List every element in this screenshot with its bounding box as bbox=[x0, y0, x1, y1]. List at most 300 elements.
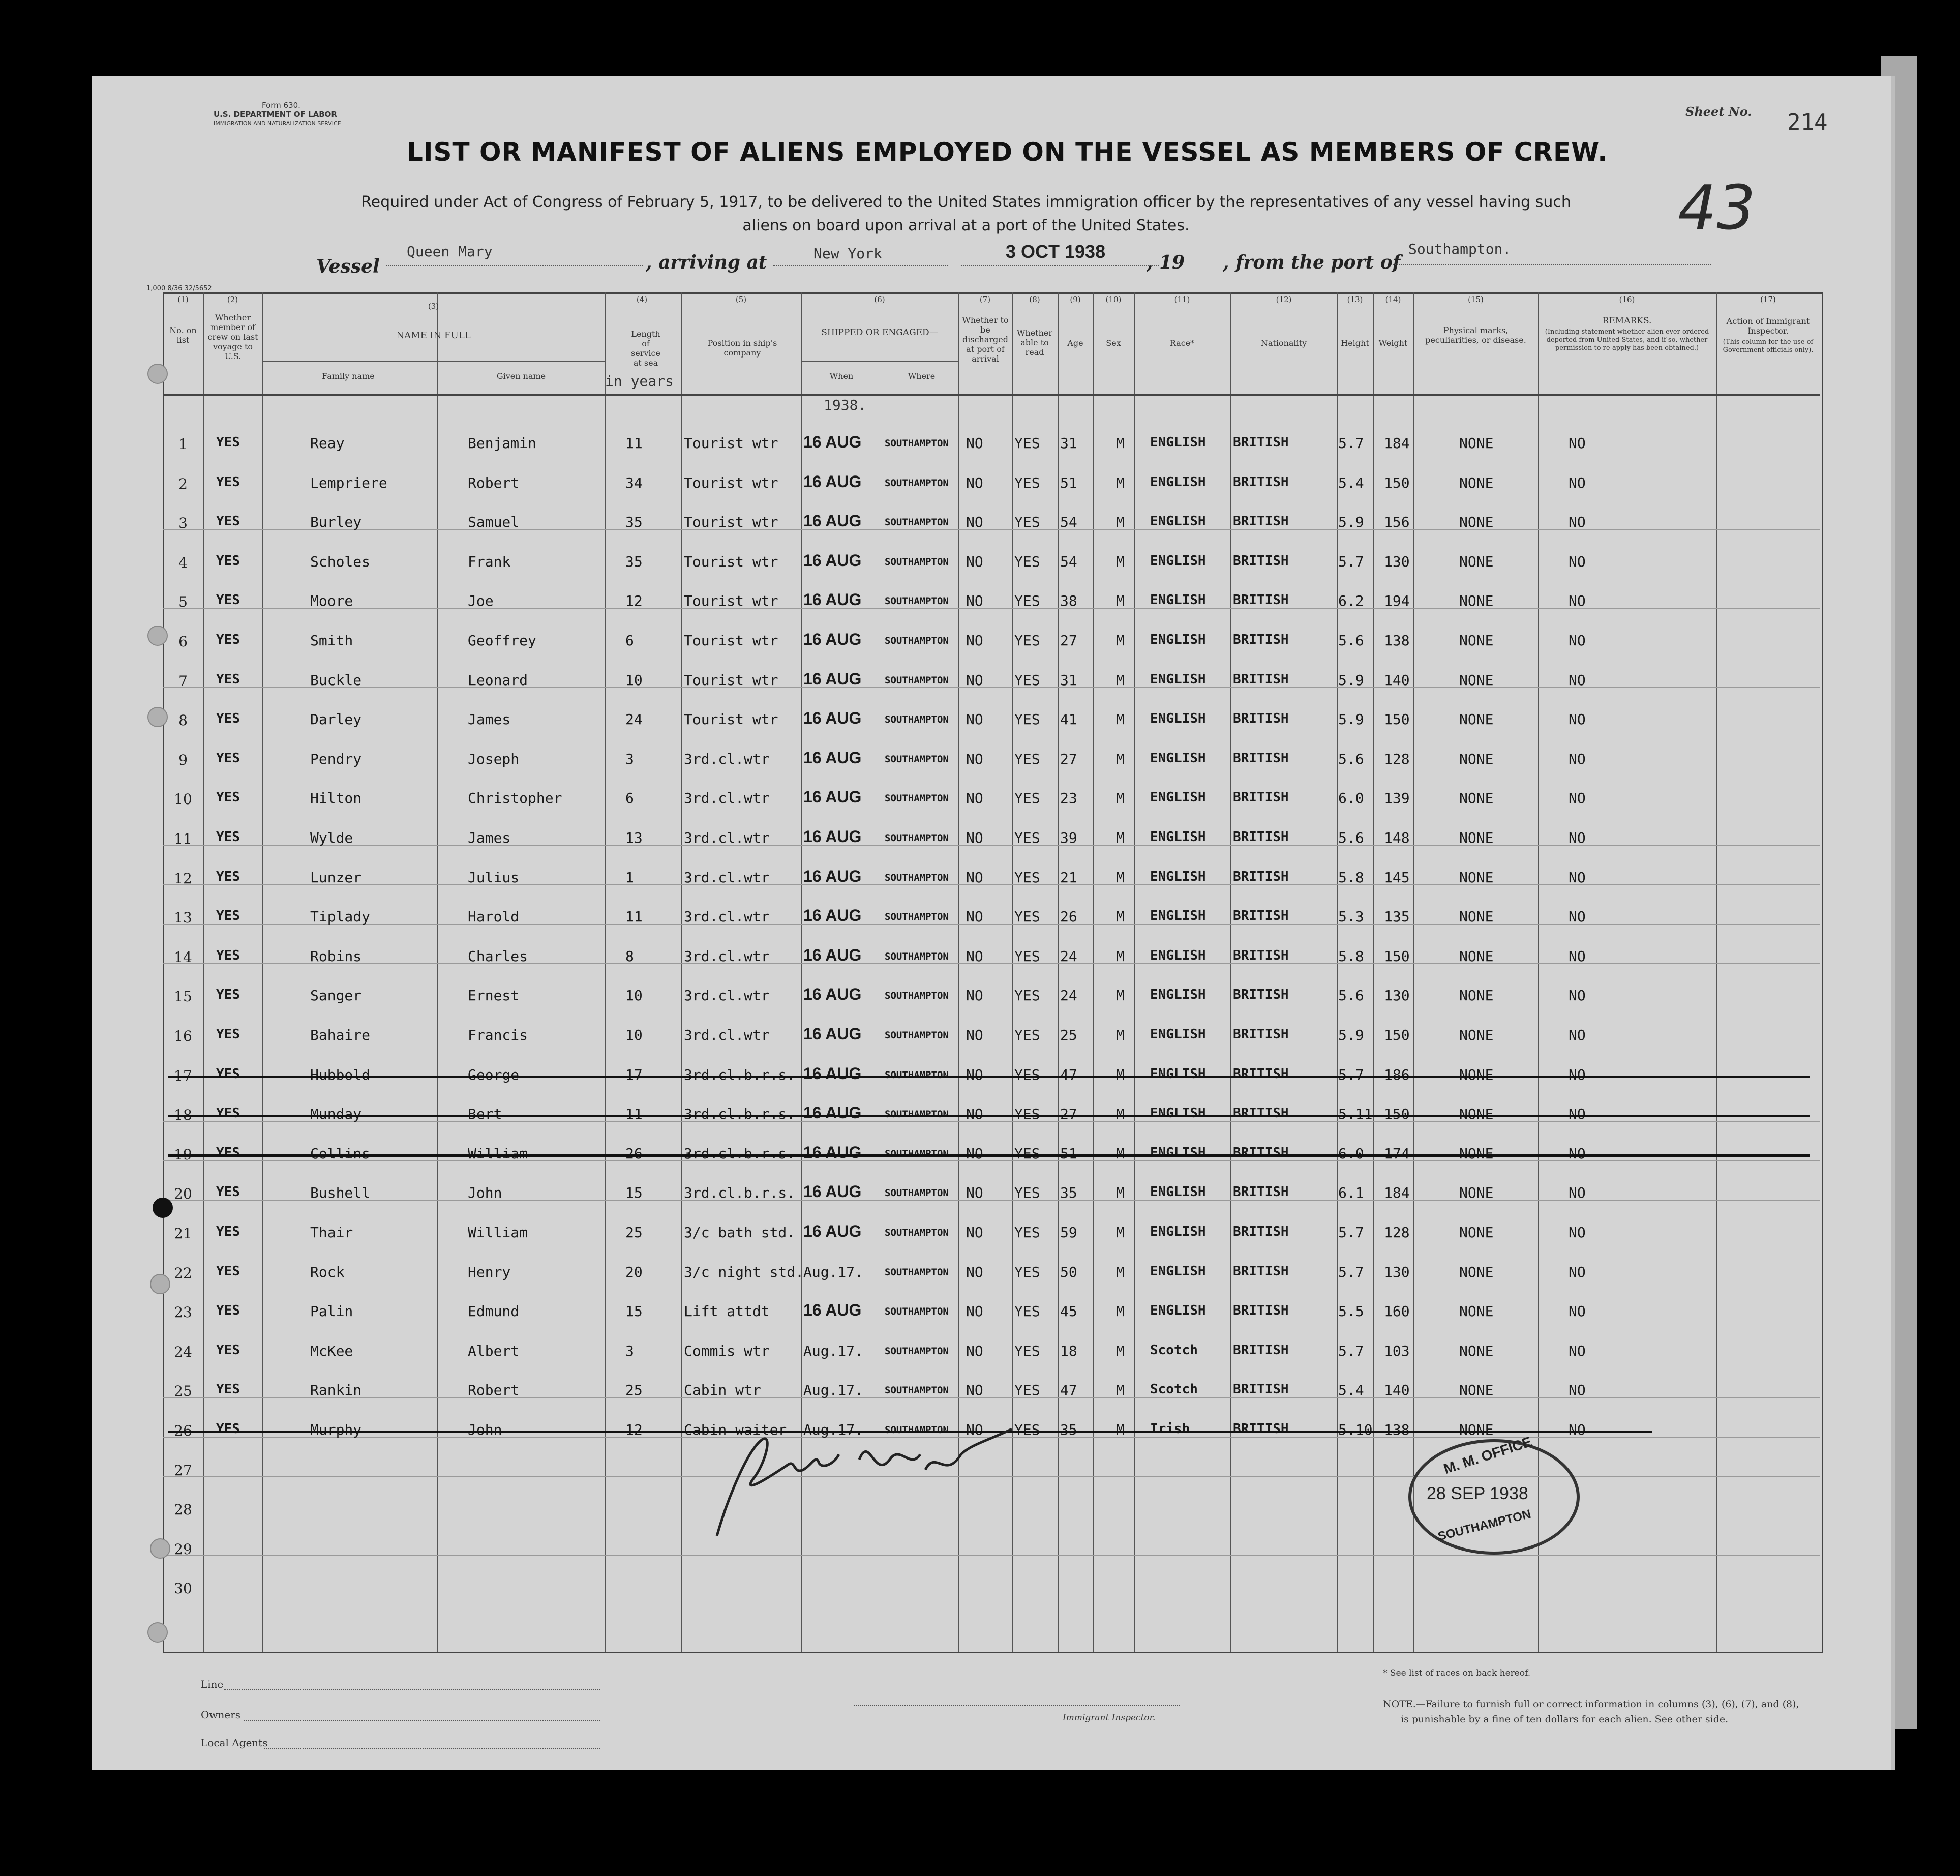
footer-owners-rule bbox=[244, 1720, 600, 1721]
age: 47 bbox=[1060, 1382, 1077, 1399]
discharged-flag: NO bbox=[966, 790, 983, 807]
discharged-flag: NO bbox=[966, 829, 983, 846]
given-name: James bbox=[468, 711, 511, 728]
able-to-read: YES bbox=[1014, 829, 1040, 846]
shipped-where: SOUTHAMPTON bbox=[885, 1109, 949, 1120]
race: Scotch bbox=[1150, 1382, 1198, 1397]
prev-crew-flag: YES bbox=[216, 1106, 240, 1121]
col15-number: (15) bbox=[1468, 295, 1484, 304]
given-name: William bbox=[468, 1224, 528, 1241]
given-name: Henry bbox=[468, 1263, 511, 1281]
shipped-where: SOUTHAMPTON bbox=[885, 1385, 949, 1396]
age: 59 bbox=[1060, 1224, 1077, 1241]
able-to-read: YES bbox=[1014, 1184, 1040, 1202]
shipped-when: 16 AUG bbox=[803, 1064, 862, 1083]
shipped-when: 16 AUG bbox=[803, 433, 862, 451]
header-bottom-rule bbox=[163, 394, 1820, 396]
col13-number: (13) bbox=[1347, 295, 1363, 304]
ship-position: 3rd.cl.wtr bbox=[684, 829, 770, 846]
family-name: Bahaire bbox=[310, 1027, 371, 1044]
nationality: BRITISH bbox=[1233, 1263, 1289, 1279]
nationality: BRITISH bbox=[1233, 947, 1289, 963]
length-of-service: 35 bbox=[625, 514, 643, 531]
race: ENGLISH bbox=[1150, 435, 1206, 450]
vessel-underline bbox=[386, 265, 643, 266]
height: 5.3 bbox=[1338, 908, 1364, 926]
able-to-read: YES bbox=[1014, 1263, 1040, 1281]
physical-marks: NONE bbox=[1459, 829, 1494, 846]
race: ENGLISH bbox=[1150, 553, 1206, 569]
ship-position: Commis wtr bbox=[684, 1342, 770, 1359]
family-name: Munday bbox=[310, 1106, 362, 1123]
physical-marks: NONE bbox=[1459, 869, 1494, 886]
col14-number: (14) bbox=[1385, 295, 1401, 304]
row-number: 17 bbox=[174, 1067, 192, 1084]
remarks: NO bbox=[1569, 1184, 1586, 1202]
shipped-when: 16 AUG bbox=[803, 945, 862, 964]
shipped-when: 16 AUG bbox=[803, 551, 862, 570]
able-to-read: YES bbox=[1014, 1145, 1040, 1162]
length-of-service: 11 bbox=[625, 908, 643, 926]
ship-position: 3/c night std. bbox=[684, 1263, 804, 1281]
family-name: Tiplady bbox=[310, 908, 371, 926]
discharged-flag: NO bbox=[966, 1421, 983, 1438]
family-name: Lempriere bbox=[310, 474, 387, 491]
family-name: Scholes bbox=[310, 553, 371, 570]
weight: 150 bbox=[1384, 474, 1410, 491]
weight: 184 bbox=[1384, 435, 1410, 452]
length-of-service: 10 bbox=[625, 987, 643, 1004]
row-number: 20 bbox=[174, 1185, 192, 1203]
shipped-where: SOUTHAMPTON bbox=[885, 1424, 949, 1436]
sex: M bbox=[1116, 1303, 1125, 1320]
height: 5.7 bbox=[1338, 435, 1364, 452]
physical-marks: NONE bbox=[1459, 1224, 1494, 1241]
age: 24 bbox=[1060, 947, 1077, 965]
family-name: Bushell bbox=[310, 1184, 371, 1202]
remarks: NO bbox=[1569, 908, 1586, 926]
discharged-flag: NO bbox=[966, 671, 983, 689]
sex: M bbox=[1116, 514, 1125, 531]
shipped-where: SOUTHAMPTON bbox=[885, 990, 949, 1002]
ship-position: Tourist wtr bbox=[684, 474, 778, 491]
height: 5.9 bbox=[1338, 1027, 1364, 1044]
signature-mark bbox=[707, 1419, 1022, 1551]
col12-number: (12) bbox=[1276, 295, 1292, 304]
col4-years-note: in years bbox=[605, 373, 674, 390]
remarks: NO bbox=[1569, 632, 1586, 649]
row-number: 8 bbox=[178, 712, 188, 729]
age: 31 bbox=[1060, 435, 1077, 452]
service-name: IMMIGRATION AND NATURALIZATION SERVICE bbox=[214, 120, 341, 127]
sex: M bbox=[1116, 1224, 1125, 1241]
col4-number: (4) bbox=[636, 295, 648, 304]
age: 51 bbox=[1060, 1145, 1077, 1162]
age: 18 bbox=[1060, 1342, 1077, 1359]
ship-position: 3rd.cl.wtr bbox=[684, 869, 770, 886]
physical-marks: NONE bbox=[1459, 947, 1494, 965]
sex: M bbox=[1116, 1342, 1125, 1359]
height: 5.9 bbox=[1338, 514, 1364, 531]
sex: M bbox=[1116, 1027, 1125, 1044]
nationality: BRITISH bbox=[1233, 711, 1289, 727]
able-to-read: YES bbox=[1014, 1224, 1040, 1241]
able-to-read: YES bbox=[1014, 1303, 1040, 1320]
race: ENGLISH bbox=[1150, 1184, 1206, 1200]
sheet-number-label: Sheet No. bbox=[1685, 104, 1752, 119]
discharged-flag: NO bbox=[966, 592, 983, 610]
column-divider bbox=[605, 292, 606, 1652]
column-divider bbox=[1337, 292, 1338, 1652]
physical-marks: NONE bbox=[1459, 1184, 1494, 1202]
sex: M bbox=[1116, 592, 1125, 610]
shipped-where: SOUTHAMPTON bbox=[885, 714, 949, 726]
sex: M bbox=[1116, 1382, 1125, 1399]
footer-owners-label: Owners bbox=[201, 1709, 241, 1721]
remarks: NO bbox=[1569, 1224, 1586, 1241]
nationality: BRITISH bbox=[1233, 514, 1289, 529]
able-to-read: YES bbox=[1014, 1421, 1040, 1438]
sex: M bbox=[1116, 553, 1125, 570]
length-of-service: 3 bbox=[625, 750, 634, 767]
discharged-flag: NO bbox=[966, 1184, 983, 1202]
physical-marks: NONE bbox=[1459, 632, 1494, 649]
header-subdivider bbox=[262, 361, 605, 362]
length-of-service: 13 bbox=[625, 829, 643, 846]
discharged-flag: NO bbox=[966, 987, 983, 1004]
row-number: 19 bbox=[174, 1146, 192, 1163]
age: 54 bbox=[1060, 553, 1077, 570]
nationality: BRITISH bbox=[1233, 1145, 1289, 1160]
form-identifier bbox=[214, 101, 366, 128]
punch-hole bbox=[153, 1198, 173, 1218]
col10-header: Sex bbox=[1106, 338, 1121, 348]
remarks: NO bbox=[1569, 1382, 1586, 1399]
col3-given-header: Given name bbox=[496, 371, 546, 381]
column-divider bbox=[437, 292, 438, 1652]
nationality: BRITISH bbox=[1233, 1382, 1289, 1397]
col11-header: Race* bbox=[1169, 338, 1195, 348]
height: 6.1 bbox=[1338, 1184, 1364, 1202]
race: ENGLISH bbox=[1150, 829, 1206, 845]
sex: M bbox=[1116, 829, 1125, 846]
remarks: NO bbox=[1569, 1342, 1586, 1359]
punch-hole bbox=[150, 1274, 170, 1294]
sex: M bbox=[1116, 790, 1125, 807]
strikethrough-line bbox=[168, 1115, 1810, 1117]
column-divider bbox=[1058, 292, 1059, 1652]
weight: 140 bbox=[1384, 671, 1410, 689]
age: 45 bbox=[1060, 1303, 1077, 1320]
weight: 145 bbox=[1384, 869, 1410, 886]
weight: 130 bbox=[1384, 1263, 1410, 1281]
prev-crew-flag: YES bbox=[216, 553, 240, 569]
age: 39 bbox=[1060, 829, 1077, 846]
able-to-read: YES bbox=[1014, 750, 1040, 767]
discharged-flag: NO bbox=[966, 514, 983, 531]
arriving-underline bbox=[773, 265, 948, 266]
height: 6.0 bbox=[1338, 790, 1364, 807]
ship-position: Tourist wtr bbox=[684, 632, 778, 649]
row-number: 24 bbox=[174, 1343, 192, 1360]
shipped-where: SOUTHAMPTON bbox=[885, 1306, 949, 1318]
remarks: NO bbox=[1569, 1027, 1586, 1044]
column-divider bbox=[681, 292, 682, 1652]
ship-position: 3rd.cl.wtr bbox=[684, 908, 770, 926]
vessel-label: Vessel bbox=[316, 256, 380, 277]
physical-marks: NONE bbox=[1459, 553, 1494, 570]
height: 5.5 bbox=[1338, 1303, 1364, 1320]
given-name: Francis bbox=[468, 1027, 528, 1044]
length-of-service: 15 bbox=[625, 1303, 643, 1320]
strikethrough-line bbox=[168, 1076, 1810, 1078]
footer-line-label: Line bbox=[201, 1678, 224, 1690]
nationality: BRITISH bbox=[1233, 1066, 1289, 1082]
col1-number: (1) bbox=[177, 295, 189, 304]
col16-note: (Including statement whether alien ever ordered deported from United States, and if so, whether permission to re-apply has been obtained.) bbox=[1545, 328, 1709, 352]
remarks: NO bbox=[1569, 790, 1586, 807]
shipped-when: Aug.17. bbox=[803, 1421, 864, 1438]
physical-marks: NONE bbox=[1459, 1263, 1494, 1281]
discharged-flag: NO bbox=[966, 1224, 983, 1241]
physical-marks: NONE bbox=[1459, 592, 1494, 610]
able-to-read: YES bbox=[1014, 671, 1040, 689]
age: 21 bbox=[1060, 869, 1077, 886]
length-of-service: 10 bbox=[625, 671, 643, 689]
height: 5.4 bbox=[1338, 1382, 1364, 1399]
race: ENGLISH bbox=[1150, 632, 1206, 647]
col17-header: Action of Immigrant Inspector. bbox=[1726, 316, 1810, 336]
footer-agents-label: Local Agents bbox=[201, 1737, 268, 1749]
page-title: LIST OR MANIFEST OF ALIENS EMPLOYED ON THE VESSEL AS MEMBERS OF CREW. bbox=[407, 137, 1608, 167]
nationality: BRITISH bbox=[1233, 1224, 1289, 1239]
race: ENGLISH bbox=[1150, 947, 1206, 963]
physical-marks: NONE bbox=[1459, 1382, 1494, 1399]
col7-header: Whether to be discharged at port of arrival bbox=[962, 315, 1009, 364]
height: 5.10 bbox=[1338, 1421, 1373, 1438]
row-number: 7 bbox=[178, 672, 188, 690]
strikethrough-line bbox=[168, 1154, 1810, 1157]
prev-crew-flag: YES bbox=[216, 908, 240, 924]
row-number: 13 bbox=[174, 909, 192, 927]
prev-crew-flag: YES bbox=[216, 829, 240, 845]
nationality: BRITISH bbox=[1233, 829, 1289, 845]
discharged-flag: NO bbox=[966, 1342, 983, 1359]
shipped-when: Aug.17. bbox=[803, 1382, 864, 1399]
length-of-service: 11 bbox=[625, 1106, 643, 1123]
shipped-when: 16 AUG bbox=[803, 1104, 862, 1122]
prev-crew-flag: YES bbox=[216, 1184, 240, 1200]
shipped-where: SOUTHAMPTON bbox=[885, 950, 949, 962]
row-number: 9 bbox=[178, 751, 188, 768]
length-of-service: 1 bbox=[625, 869, 634, 886]
row-number: 25 bbox=[174, 1383, 192, 1400]
length-of-service: 8 bbox=[625, 947, 634, 965]
discharged-flag: NO bbox=[966, 1303, 983, 1320]
row-number: 10 bbox=[174, 791, 192, 808]
sex: M bbox=[1116, 1421, 1125, 1438]
age: 35 bbox=[1060, 1184, 1077, 1202]
shipped-where: SOUTHAMPTON bbox=[885, 872, 949, 883]
arrival-date-stamp: 3 OCT 1938 bbox=[1006, 241, 1106, 262]
shipped-when: 16 AUG bbox=[803, 512, 862, 530]
row-number: 21 bbox=[174, 1225, 192, 1242]
age: 47 bbox=[1060, 1066, 1077, 1083]
age: 27 bbox=[1060, 632, 1077, 649]
inspector-signature-rule bbox=[854, 1705, 1180, 1706]
length-of-service: 10 bbox=[625, 1027, 643, 1044]
column-divider bbox=[1134, 292, 1135, 1652]
physical-marks: NONE bbox=[1459, 474, 1494, 491]
row-number: 29 bbox=[174, 1540, 192, 1558]
nationality: BRITISH bbox=[1233, 435, 1289, 450]
age: 26 bbox=[1060, 908, 1077, 926]
ship-position: 3rd.cl.wtr bbox=[684, 750, 770, 767]
discharged-flag: NO bbox=[966, 1066, 983, 1083]
sex: M bbox=[1116, 987, 1125, 1004]
row-number: 26 bbox=[174, 1422, 192, 1439]
shipped-when: 16 AUG bbox=[803, 867, 862, 885]
given-name: Leonard bbox=[468, 671, 528, 689]
shipped-where: SOUTHAMPTON bbox=[885, 1148, 949, 1159]
height: 5.9 bbox=[1338, 711, 1364, 728]
given-name: Joe bbox=[468, 592, 494, 610]
race: Scotch bbox=[1150, 1342, 1198, 1358]
col2-header: Whether member of crew on last voyage to U.S. bbox=[207, 313, 258, 361]
shipped-where: SOUTHAMPTON bbox=[885, 793, 949, 805]
footer-line-rule bbox=[224, 1689, 600, 1690]
age: 35 bbox=[1060, 1421, 1077, 1438]
race: ENGLISH bbox=[1150, 592, 1206, 608]
row-number: 27 bbox=[174, 1462, 192, 1479]
col8-header: Whether able to read bbox=[1016, 328, 1053, 357]
col3-header: NAME IN FULL bbox=[396, 330, 471, 341]
column-divider bbox=[1373, 292, 1374, 1652]
able-to-read: YES bbox=[1014, 711, 1040, 728]
height: 5.7 bbox=[1338, 553, 1364, 570]
row-rule bbox=[163, 1555, 1820, 1556]
length-of-service: 35 bbox=[625, 553, 643, 570]
height: 5.7 bbox=[1338, 1342, 1364, 1359]
shipped-when: 16 AUG bbox=[803, 906, 862, 925]
shipped-when: 16 AUG bbox=[803, 669, 862, 688]
row-number: 15 bbox=[174, 988, 192, 1005]
weight: 194 bbox=[1384, 592, 1410, 610]
shipped-where: SOUTHAMPTON bbox=[885, 1069, 949, 1081]
shipped-when: Aug.17. bbox=[803, 1263, 864, 1281]
able-to-read: YES bbox=[1014, 1106, 1040, 1123]
remarks: NO bbox=[1569, 711, 1586, 728]
row-number: 11 bbox=[174, 830, 192, 847]
prev-crew-flag: YES bbox=[216, 1224, 240, 1239]
row-number: 3 bbox=[178, 515, 188, 532]
races-note: * See list of races on back hereof. bbox=[1383, 1668, 1531, 1678]
ship-position: 3rd.cl.wtr bbox=[684, 790, 770, 807]
able-to-read: YES bbox=[1014, 514, 1040, 531]
remarks: NO bbox=[1569, 514, 1586, 531]
given-name: Ernest bbox=[468, 987, 520, 1004]
remarks: NO bbox=[1569, 553, 1586, 570]
able-to-read: YES bbox=[1014, 947, 1040, 965]
given-name: James bbox=[468, 829, 511, 846]
length-of-service: 24 bbox=[625, 711, 643, 728]
weight: 103 bbox=[1384, 1342, 1410, 1359]
family-name: Darley bbox=[310, 711, 362, 728]
family-name: Rankin bbox=[310, 1382, 362, 1399]
col9-number: (9) bbox=[1070, 295, 1081, 304]
prev-crew-flag: YES bbox=[216, 514, 240, 529]
physical-marks: NONE bbox=[1459, 514, 1494, 531]
prev-crew-flag: YES bbox=[216, 750, 240, 766]
weight: 150 bbox=[1384, 1027, 1410, 1044]
sex: M bbox=[1116, 1066, 1125, 1083]
remarks: NO bbox=[1569, 1263, 1586, 1281]
able-to-read: YES bbox=[1014, 592, 1040, 610]
given-name: Julius bbox=[468, 869, 520, 886]
row-number: 1 bbox=[178, 436, 188, 453]
physical-marks: NONE bbox=[1459, 790, 1494, 807]
shipped-year-note: 1938. bbox=[824, 397, 867, 413]
family-name: Wylde bbox=[310, 829, 353, 846]
print-code: 1,000 8/36 32/5652 bbox=[146, 285, 212, 292]
given-name: Albert bbox=[468, 1342, 520, 1359]
discharged-flag: NO bbox=[966, 632, 983, 649]
discharged-flag: NO bbox=[966, 1263, 983, 1281]
weight: 150 bbox=[1384, 711, 1410, 728]
age: 23 bbox=[1060, 790, 1077, 807]
race: ENGLISH bbox=[1150, 1066, 1206, 1082]
subtitle bbox=[229, 191, 1703, 237]
sex: M bbox=[1116, 632, 1125, 649]
prev-crew-flag: YES bbox=[216, 671, 240, 687]
length-of-service: 3 bbox=[625, 1342, 634, 1359]
age: 50 bbox=[1060, 1263, 1077, 1281]
from-underline bbox=[1393, 264, 1711, 265]
race: ENGLISH bbox=[1150, 711, 1206, 727]
col9-header: Age bbox=[1067, 338, 1083, 348]
given-name: Charles bbox=[468, 947, 528, 965]
remarks: NO bbox=[1569, 829, 1586, 846]
nationality: BRITISH bbox=[1233, 1184, 1289, 1200]
race: Irish bbox=[1150, 1421, 1190, 1437]
discharged-flag: NO bbox=[966, 750, 983, 767]
age: 24 bbox=[1060, 987, 1077, 1004]
weight: 150 bbox=[1384, 1106, 1410, 1123]
from-label: , from the port of bbox=[1223, 252, 1401, 273]
family-name: Thair bbox=[310, 1224, 353, 1241]
length-of-service: 6 bbox=[625, 632, 634, 649]
race: ENGLISH bbox=[1150, 1303, 1206, 1319]
subtitle-line-2: aliens on board upon arrival at a port of the United States. bbox=[742, 217, 1190, 234]
discharged-flag: NO bbox=[966, 711, 983, 728]
row-number: 4 bbox=[178, 554, 188, 571]
physical-marks: NONE bbox=[1459, 1106, 1494, 1123]
physical-marks: NONE bbox=[1459, 987, 1494, 1004]
able-to-read: YES bbox=[1014, 474, 1040, 491]
physical-marks: NONE bbox=[1459, 435, 1494, 452]
col14-header: Weight bbox=[1378, 338, 1408, 348]
col12-header: Nationality bbox=[1260, 338, 1307, 348]
given-name: Edmund bbox=[468, 1303, 520, 1320]
discharged-flag: NO bbox=[966, 435, 983, 452]
col16-number: (16) bbox=[1619, 295, 1635, 304]
given-name: Robert bbox=[468, 474, 520, 491]
col2-number: (2) bbox=[227, 295, 238, 304]
discharged-flag: NO bbox=[966, 1027, 983, 1044]
row-number: 5 bbox=[178, 593, 188, 611]
able-to-read: YES bbox=[1014, 435, 1040, 452]
ship-position: Cabin wtr bbox=[684, 1382, 761, 1399]
